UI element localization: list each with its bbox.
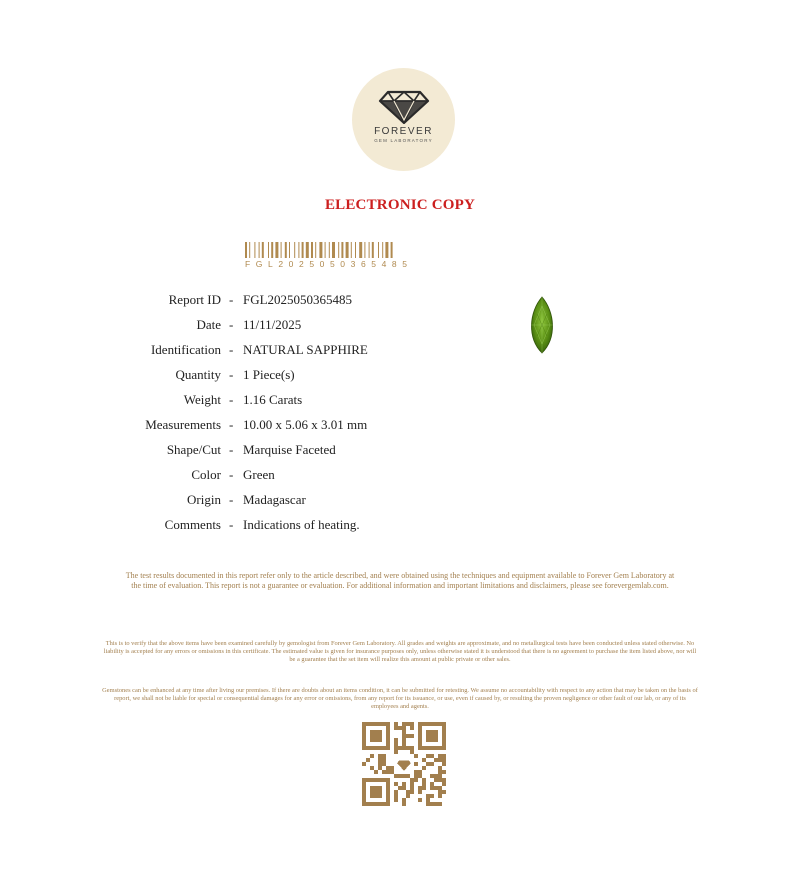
qr-module: [398, 746, 402, 750]
qr-module: [426, 794, 430, 798]
qr-module: [442, 770, 446, 774]
qr-module: [410, 722, 414, 726]
barcode-bar: [385, 242, 388, 258]
barcode-bar: [369, 242, 370, 258]
qr-module: [394, 722, 398, 726]
barcode-bar: [332, 242, 335, 258]
qr-module: [430, 762, 434, 766]
barcode-bar: [364, 242, 365, 258]
barcode-bar: [351, 242, 352, 258]
qr-module: [438, 802, 442, 806]
qr-module: [394, 790, 398, 794]
qr-module: [394, 774, 398, 778]
logo-name: FOREVER: [374, 126, 433, 137]
qr-module: [438, 770, 442, 774]
detail-value: 1.16 Carats: [243, 392, 303, 407]
qr-module: [390, 770, 394, 774]
barcode-bar: [281, 242, 282, 258]
qr-module: [414, 778, 418, 782]
qr-module: [402, 746, 406, 750]
qr-module: [430, 782, 434, 786]
qr-module: [370, 766, 374, 770]
qr-module: [394, 750, 398, 754]
detail-separator: -: [229, 342, 234, 357]
qr-module: [418, 774, 422, 778]
qr-module: [378, 754, 382, 758]
detail-separator: -: [229, 392, 234, 407]
detail-label: Origin: [187, 492, 221, 507]
qr-module: [438, 778, 442, 782]
detail-label: Report ID: [168, 292, 221, 307]
qr-module: [402, 722, 406, 726]
detail-row-identification: [0, 342, 460, 362]
detail-row-color: [0, 467, 460, 487]
qr-module: [442, 782, 446, 786]
qr-module: [430, 786, 434, 790]
barcode-bar: [359, 242, 362, 258]
qr-module: [438, 790, 442, 794]
qr-module: [394, 794, 398, 798]
qr-module: [362, 762, 366, 766]
qr-finder-core: [370, 786, 382, 798]
barcode-bar: [329, 242, 330, 258]
qr-code-icon[interactable]: [362, 722, 446, 806]
qr-module: [402, 802, 406, 806]
detail-value: Indications of heating.: [243, 517, 360, 532]
qr-finder-core: [370, 730, 382, 742]
detail-value: 1 Piece(s): [243, 367, 295, 382]
qr-module: [402, 738, 406, 742]
barcode-text: FGL2025050365485: [245, 259, 413, 269]
detail-separator: -: [229, 492, 234, 507]
barcode-bar: [262, 242, 264, 258]
qr-module: [394, 782, 398, 786]
detail-value: Marquise Faceted: [243, 442, 336, 457]
detail-row-quantity: [0, 367, 460, 387]
detail-row-report-id: [0, 292, 460, 312]
barcode-bar: [319, 242, 322, 258]
qr-module: [410, 786, 414, 790]
detail-row-date: [0, 317, 460, 337]
detail-row-weight: [0, 392, 460, 412]
qr-module: [422, 758, 426, 762]
qr-module: [426, 798, 430, 802]
qr-module: [394, 746, 398, 750]
qr-module: [398, 774, 402, 778]
barcode-bar: [315, 242, 316, 258]
qr-module: [418, 798, 422, 802]
barcode-bar: [325, 242, 326, 258]
qr-module: [402, 742, 406, 746]
detail-label: Weight: [183, 392, 221, 407]
qr-module: [426, 754, 430, 758]
barcode-bar: [338, 242, 339, 258]
detail-label: Identification: [150, 342, 221, 357]
detail-label: Date: [196, 317, 221, 332]
qr-module: [410, 790, 414, 794]
qr-module: [406, 774, 410, 778]
barcode-bar: [355, 242, 356, 258]
barcode-bar: [306, 242, 309, 258]
barcode-bar: [346, 242, 349, 258]
barcode-bar: [285, 242, 287, 258]
qr-module: [414, 770, 418, 774]
qr-module: [402, 774, 406, 778]
detail-label: Shape/Cut: [166, 442, 221, 457]
marquise-gem-icon: [525, 296, 559, 354]
detail-label: Color: [191, 467, 221, 482]
qr-module: [410, 782, 414, 786]
qr-module: [442, 754, 446, 758]
detail-separator: -: [229, 367, 234, 382]
qr-module: [442, 762, 446, 766]
barcode-bar: [372, 242, 374, 258]
qr-module: [430, 794, 434, 798]
qr-module: [414, 754, 418, 758]
barcode-bar: [311, 242, 313, 258]
qr-module: [406, 734, 410, 738]
barcode: [245, 242, 463, 258]
qr-module: [418, 790, 422, 794]
qr-module: [394, 742, 398, 746]
qr-module: [430, 754, 434, 758]
qr-module: [434, 758, 438, 762]
qr-module: [394, 738, 398, 742]
qr-module: [434, 786, 438, 790]
detail-value: NATURAL SAPPHIRE: [243, 342, 368, 357]
qr-module: [394, 726, 398, 730]
barcode-bar: [245, 242, 247, 258]
detail-row-origin: [0, 492, 460, 512]
qr-module: [442, 758, 446, 762]
qr-module: [410, 734, 414, 738]
qr-module: [410, 726, 414, 730]
evaluation-disclaimer: The test results documented in this report refer only to the article described, and were obtained using the techniques and equipment available to Forever Gem Laboratory at the time of evaluation. This report is not a guarantee or evaluation. For additional information and important limitations and disclaimers, please see forevergemlab.com.: [125, 571, 675, 590]
qr-module: [438, 786, 442, 790]
qr-module: [426, 762, 430, 766]
barcode-bar: [378, 242, 379, 258]
detail-value: Madagascar: [243, 492, 306, 507]
qr-module: [406, 794, 410, 798]
electronic-copy-heading: ELECTRONIC COPY: [324, 197, 476, 213]
detail-row-comments: [0, 517, 460, 537]
qr-module: [402, 782, 406, 786]
detail-separator: -: [229, 467, 234, 482]
qr-module: [382, 758, 386, 762]
qr-module: [378, 766, 382, 770]
qr-module: [406, 790, 410, 794]
qr-module: [422, 778, 426, 782]
lab-logo: [352, 68, 455, 171]
verification-disclaimer: This is to verify that the above items have been examined carefully by gemologist from Forever Gem Laboratory. All grades and weights are approximate, and no metallurgical tests have been conducted unless stated otherwise. No liability is accepted for any errors or omissions in this certificate. The estimated value is given for insurance purposes only, unless otherwise stated it is understood that there is no agreement to purchase the item listed above, nor will be a guarantee that the set item will realize this amount at public private or other sales.: [103, 640, 697, 663]
qr-module: [434, 778, 438, 782]
qr-module: [402, 726, 406, 730]
detail-value: 10.00 x 5.06 x 3.01 mm: [243, 417, 368, 432]
qr-module: [418, 786, 422, 790]
qr-module: [406, 746, 410, 750]
qr-module: [386, 770, 390, 774]
barcode-bar: [382, 242, 383, 258]
qr-module: [422, 766, 426, 770]
qr-module: [410, 750, 414, 754]
qr-module: [366, 758, 370, 762]
qr-module: [422, 786, 426, 790]
qr-module: [434, 774, 438, 778]
barcode-bar: [249, 242, 250, 258]
qr-module: [402, 798, 406, 802]
barcode-bar: [298, 242, 299, 258]
barcode-bar: [302, 242, 304, 258]
qr-module: [442, 778, 446, 782]
qr-module: [426, 802, 430, 806]
detail-value: Green: [243, 467, 275, 482]
qr-finder-core: [426, 730, 438, 742]
qr-module: [382, 770, 386, 774]
qr-module: [442, 790, 446, 794]
barcode-bar: [341, 242, 343, 258]
qr-module: [430, 774, 434, 778]
qr-module: [370, 754, 374, 758]
qr-module: [378, 762, 382, 766]
qr-module: [378, 758, 382, 762]
qr-module: [394, 798, 398, 802]
qr-module: [438, 754, 442, 758]
detail-row-shape-cut: [0, 442, 460, 462]
qr-module: [406, 722, 410, 726]
barcode-bar: [294, 242, 295, 258]
qr-module: [398, 726, 402, 730]
qr-module: [438, 774, 442, 778]
detail-label: Comments: [164, 517, 221, 532]
detail-label: Measurements: [145, 417, 221, 432]
barcode-bar: [391, 242, 393, 258]
qr-module: [390, 766, 394, 770]
qr-module: [422, 782, 426, 786]
detail-separator: -: [229, 442, 234, 457]
qr-module: [402, 730, 406, 734]
diamond-icon: [378, 90, 430, 124]
qr-module: [402, 734, 406, 738]
qr-module: [438, 758, 442, 762]
qr-module: [398, 786, 402, 790]
barcode-bar: [271, 242, 273, 258]
qr-module: [402, 786, 406, 790]
detail-label: Quantity: [175, 367, 221, 382]
barcode-bar: [259, 242, 260, 258]
qr-module: [374, 770, 378, 774]
qr-module: [414, 774, 418, 778]
logo-subtitle: GEM LABORATORY: [374, 138, 433, 143]
qr-module: [438, 766, 442, 770]
barcode-bar: [268, 242, 269, 258]
qr-module: [414, 762, 418, 766]
detail-separator: -: [229, 317, 234, 332]
detail-separator: -: [229, 292, 234, 307]
barcode-bar: [254, 242, 255, 258]
qr-module: [430, 802, 434, 806]
detail-separator: -: [229, 517, 234, 532]
qr-module: [410, 746, 414, 750]
enhancement-disclaimer: Gemstones can be enhanced at any time after living our premises. If there are doubts about an items condition, it can be submitted for retesting. We assume no accountability with respect to any action that may be taken on the basis of report, we shall not be liable for special or consequential damages for any error or omissions, from any report for its issuance, or use, even if caused by, or resulting the proven negligence or other fault of our lab, or any of its employees and agents.: [102, 687, 698, 710]
detail-value: FGL2025050365485: [243, 292, 353, 307]
barcode-bar: [275, 242, 278, 258]
detail-row-measurements: [0, 417, 460, 437]
detail-value: 11/11/2025: [243, 317, 302, 332]
qr-module: [434, 802, 438, 806]
qr-module: [418, 770, 422, 774]
qr-module: [382, 762, 386, 766]
qr-module: [382, 754, 386, 758]
barcode-bar: [289, 242, 290, 258]
qr-module: [438, 794, 442, 798]
detail-separator: -: [229, 417, 234, 432]
qr-module: [410, 778, 414, 782]
qr-module: [386, 766, 390, 770]
